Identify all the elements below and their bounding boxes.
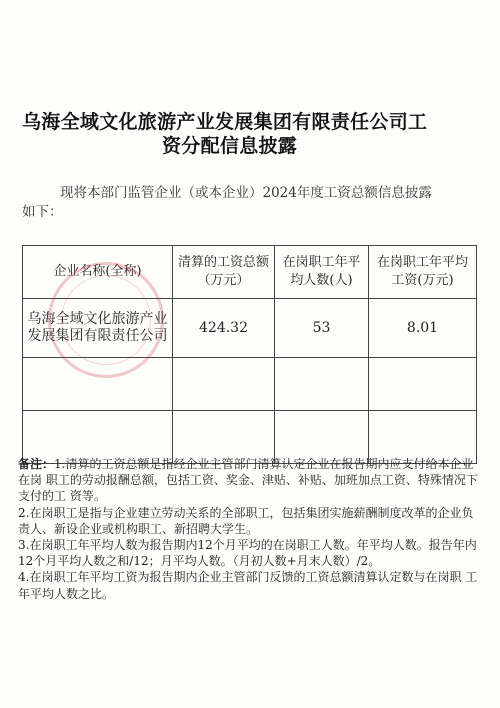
notes-label: 备注： [18, 457, 55, 471]
header-company: 企业名称(全称) [23, 246, 173, 299]
cell-avg-wage [369, 358, 477, 411]
note-4: 4.在岗职工年平均工资为报告期内企业主管部门反馈的工资总额清算认定数与在岗职 工年平均人数之比。 [18, 570, 478, 601]
document-title [22, 110, 482, 158]
note-1-text: 1.清算的工资总额是指经企业主管部门清算认定企业在报告期内应支付给本企业在岗 职工的劳动报酬总额，包括工资、奖金、津贴、补贴、加班加点工资、特殊情况下支付的工 资等。 [18, 457, 478, 504]
cell-total-wage [173, 358, 275, 411]
note-2: 2.在岗职工是指与企业建立劳动关系的全部职工，包括集团实施薪酬制度改革的企业负 责人、新设企业或机构职工、新招聘大学生。 [18, 505, 474, 536]
table-row [23, 358, 477, 411]
title-line-1: 乌海全域文化旅游产业发展集团有限责任公司工 [22, 111, 428, 133]
header-avg-headcount: 在岗职工年平均人数(人) [275, 246, 369, 299]
header-total-wage: 清算的工资总额（万元） [173, 246, 275, 299]
intro-line-1: 现将本部门监管企业（或本企业）2024年度工资总额信息披露 [60, 185, 432, 201]
cell-company: 乌海全域文化旅游产业发展集团有限责任公司 [23, 299, 173, 358]
intro-line-2: 如下： [22, 204, 63, 220]
cell-avg-wage: 8.01 [369, 299, 477, 358]
intro-paragraph [22, 184, 482, 222]
cell-avg-headcount [275, 358, 369, 411]
note-3: 3.在岗职工年平均人数为报告期内12个月平均的在岗职工人数。年平均人数。报告年内12个月平均人数之和/12；月平均人数。（月初人数+月末人数）/2。 [18, 538, 477, 569]
wage-info-table [22, 245, 477, 464]
table-header-row [23, 246, 477, 299]
table-row [23, 299, 477, 358]
cell-total-wage: 424.32 [173, 299, 275, 358]
notes-section [18, 456, 480, 602]
cell-avg-headcount: 53 [275, 299, 369, 358]
note-1 [18, 456, 480, 505]
cell-company [23, 358, 173, 411]
header-avg-wage: 在岗职工年平均工资(万元) [369, 246, 477, 299]
title-line-2: 资分配信息披露 [162, 135, 298, 157]
